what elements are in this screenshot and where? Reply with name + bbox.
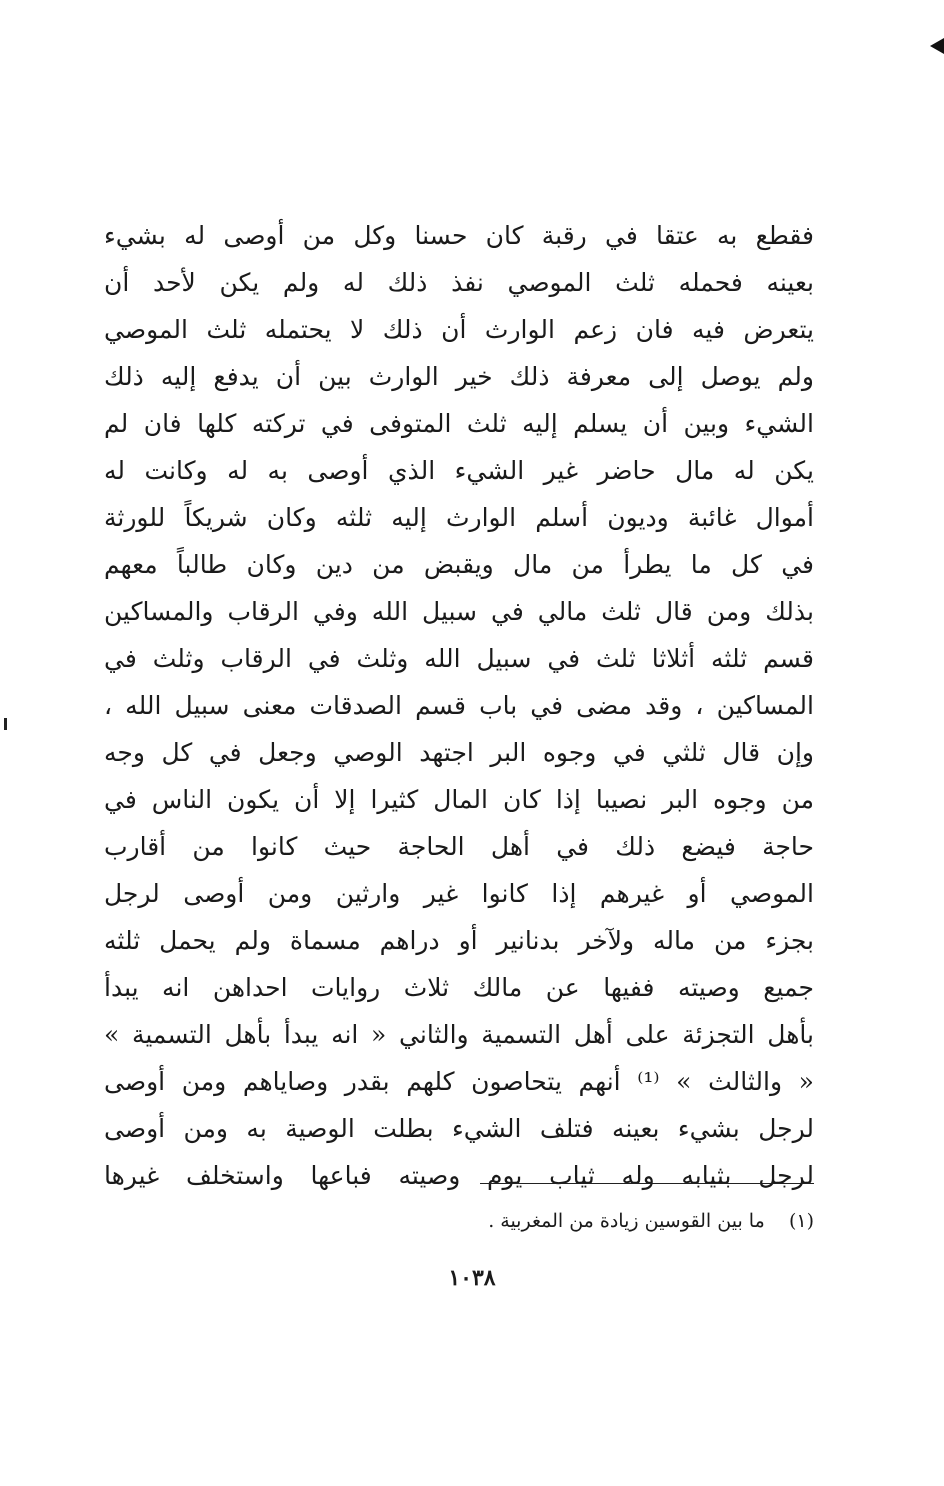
page-number: ١٠٣٨	[448, 1265, 496, 1291]
text-line: لرجل بثيابه وله ثياب يوم وصيته فباعها واستخلف غيرها	[104, 1161, 814, 1190]
text-line: الشيء وبين أن يسلم إليه ثلث المتوفى في تركته كلها فان لم	[104, 409, 814, 438]
text-line: جميع وصيته ففيها عن مالك ثلاث روايات احداهن انه يبدأ	[104, 973, 814, 1002]
text-line: بذلك ومن قال ثلث مالي في سبيل الله وفي الرقاب والمساكين	[104, 597, 814, 626]
text-line: المساكين ، وقد مضى في باب قسم الصدقات معنى سبيل الله ،	[104, 691, 814, 720]
text-line: « والثالث » ⁽¹⁾ أنهم يتحاصون كلهم بقدر وصاياهم ومن أوصى	[104, 1067, 814, 1096]
footnote	[360, 1206, 814, 1236]
main-text-block	[104, 212, 814, 1199]
text-line: وإن قال ثلثي في وجوه البر اجتهد الوصي وجعل في كل وجه	[104, 738, 814, 767]
text-line: أموال غائبة وديون أسلم الوارث إليه ثلثه وكان شريكاً للورثة	[104, 503, 814, 532]
text-line: فقطع به عتقا في رقبة كان حسنا وكل من أوصى له بشيء	[104, 221, 814, 250]
text-line: بجزء من ماله ولآخر بدنانير أو دراهم مسماة ولم يحمل ثلثه	[104, 926, 814, 955]
footnote-marker: (١)	[788, 1210, 814, 1232]
footnote-spacer	[771, 1210, 783, 1232]
text-line: يكن له مال حاضر غير الشيء الذي أوصى به له وكانت له	[104, 456, 814, 485]
margin-speck	[4, 718, 7, 730]
text-line: الموصي أو غيرهم إذا كانوا غير وارثين ومن أوصى لرجل	[104, 879, 814, 908]
text-line: حاجة فيضع ذلك في أهل الحاجة حيث كانوا من أقارب	[104, 832, 814, 861]
text-line: قسم ثلثه أثلاثا ثلث في سبيل الله وثلث في الرقاب وثلث في	[104, 644, 814, 673]
text-line: لرجل بشيء بعينه فتلف الشيء بطلت الوصية به ومن أوصى	[104, 1114, 814, 1143]
text-line: بأهل التجزئة على أهل التسمية والثاني « انه يبدأ بأهل التسمية »	[104, 1020, 814, 1049]
text-line: ولم يوصل إلى معرفة ذلك خير الوارث بين أن يدفع إليه ذلك	[104, 362, 814, 391]
footnote-text: ما بين القوسين زيادة من المغربية .	[488, 1210, 765, 1232]
text-line: من وجوه البر نصيبا إذا كان المال كثيرا إلا أن يكون الناس في	[104, 785, 814, 814]
footnote-separator	[480, 1183, 814, 1184]
page-corner-mark	[930, 38, 944, 54]
text-line: بعينه فحمله ثلث الموصي نفذ ذلك له ولم يكن لأحد أن	[104, 268, 814, 297]
text-line: في كل ما يطرأ من مال ويقبض من دين وكان طالباً معهم	[104, 550, 814, 579]
text-line: يتعرض فيه فان زعم الوارث أن ذلك لا يحتمله ثلث الموصي	[104, 315, 814, 344]
